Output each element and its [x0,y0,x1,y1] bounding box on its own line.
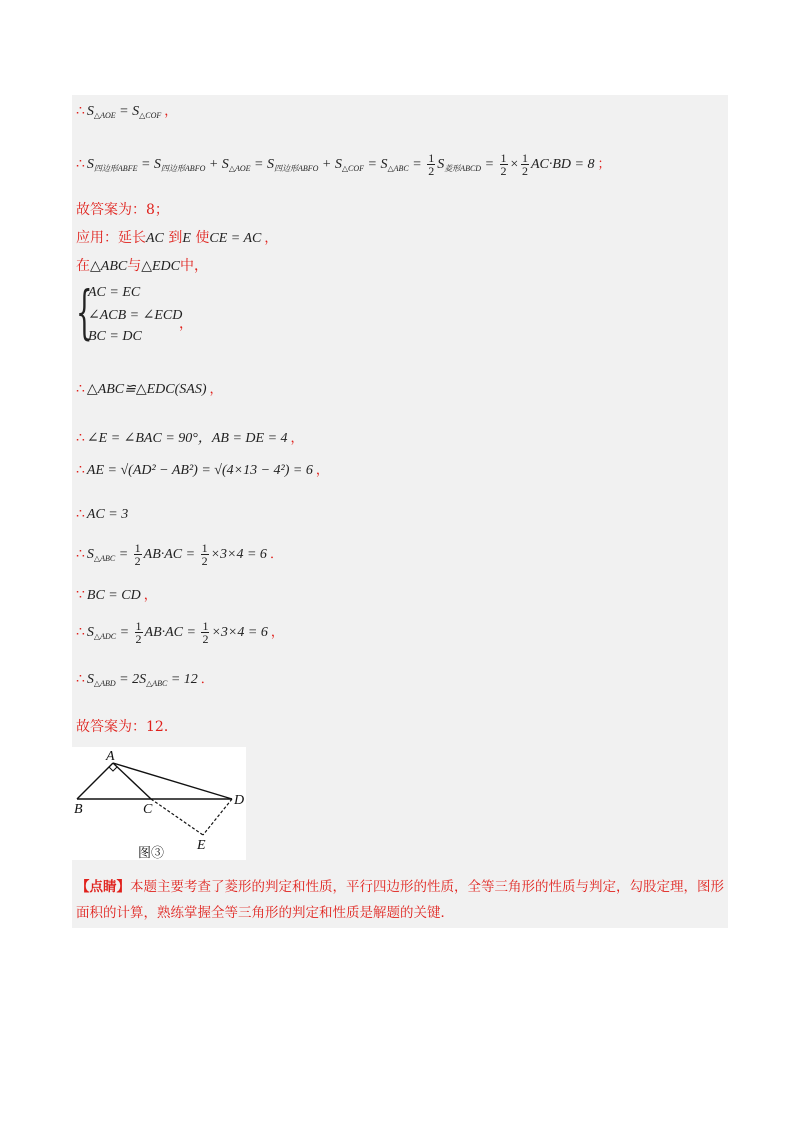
label-e: E [197,838,206,853]
label-b: B [74,802,83,817]
line-bc-cd: ∵ BC = CD ， [76,587,157,603]
because-symbol: ∵ [76,587,85,603]
line-area-abd: ∴ $S_{\triangle ABD} = 2S_{\triangle ABC} = 12$ ． [76,671,214,688]
geometry-figure [72,747,246,860]
line-area-sum: ∴ $S_{四边形ABFE} = S_{四边形ABFO} + S_{\triangle AOE} = S_{四边形ABFO} + S_{\triangle COF} = S_{\triangle ABC}$ = $\frac{1}{2}$ $S_{菱形ABCD}$ = $\frac{1}{2}$ × $\frac{1}{2}$ AC·BD = 8 ； [76,151,611,178]
figure-caption: 图③ [138,846,165,860]
formula-area-sum: $S_{四边形ABFE} = S_{四边形ABFO} + S_{\triangle AOE} = S_{四边形ABFO} + S_{\triangle COF} = S_{\triangle ABC}$ = $\frac{1}{2}$ $S_{菱形ABCD}$ = $\frac{1}{2}$ × $\frac{1}{2}$ AC·BD = 8 [86,151,595,178]
figure-svg [72,747,246,860]
line-area-equal: ∴ $S_{\triangle AOE} = S_{\triangle COF}$ ， [76,103,178,120]
line-congruence: ∴ △ABC≌△EDC(SAS) ， [76,381,223,397]
line-ac: ∴ AC = 3 [76,506,129,522]
formula-area-aoe-cof: $S_{\triangle AOE} = S_{\triangle COF}$ [86,104,162,120]
note-tag: 【点睛】 [76,879,130,895]
line-in-triangles: 在△ABC与△EDC中， [76,258,208,274]
answer-2: 故答案为：12． [76,719,178,735]
note-text: 本题主要考查了菱形的判定和性质，平行四边形的性质，全等三角形的性质与判定，勾股定理，图形面积的计算，熟练掌握全等三角形的判定和性质是解题的关键． [76,879,724,921]
left-brace: { [76,278,93,346]
line-area-abc: ∴ $S_{\triangle ABC}$ = $\frac{1}{2}$ AB·AC = $\frac{1}{2}$ ×3×4 = 6 ． [76,541,283,568]
therefore-symbol: ∴ [76,103,85,119]
line-application: 应用：延长AC 到E 使CE = AC ， [76,230,278,246]
label-c: C [143,802,153,817]
label-d: D [234,793,245,808]
label-a: A [106,749,115,764]
answer-1: 故答案为：8； [76,202,169,218]
line-area-adc: ∴ $S_{\triangle ADC}$ = $\frac{1}{2}$ AB·AC = $\frac{1}{2}$ ×3×4 = 6 ， [76,619,284,646]
equation-system: { AC = EC ∠ACB = ∠ECD BC = DC ， [76,278,193,346]
key-point-note [76,874,728,926]
line-ae: ∴ AE = √(AD² − AB²) = √(4×13 − 4²) = 6 ， [76,462,329,478]
line-angle: ∴ ∠E = ∠BAC = 90°，AB = DE = 4 ， [76,430,304,446]
